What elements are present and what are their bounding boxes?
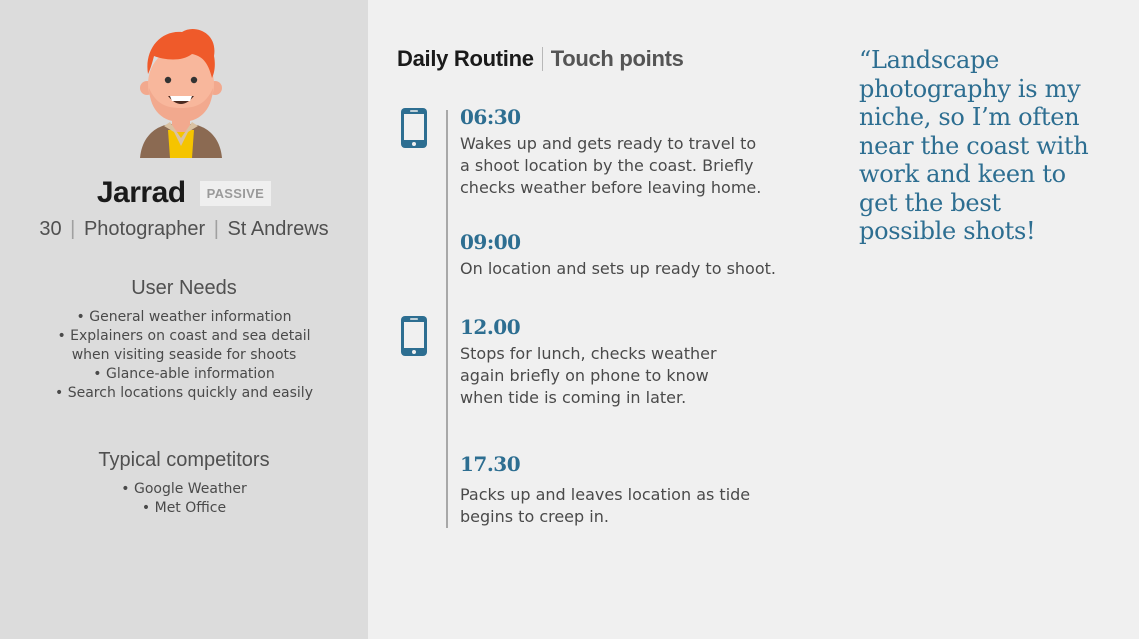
entry-text: Stops for lunch, checks weather again briefly on phone to know when tide is coming in later. xyxy=(460,344,717,407)
routine-heading xyxy=(397,46,684,72)
list-item: • Glance-able information xyxy=(50,365,318,384)
mobile-phone-icon xyxy=(400,107,428,149)
meta-separator: | xyxy=(213,218,219,240)
list-item: • Search locations quickly and easily xyxy=(50,384,318,403)
entry-time: 06:30 xyxy=(460,105,521,129)
mobile-phone-icon xyxy=(400,315,428,357)
entry-text: On location and sets up ready to shoot. xyxy=(460,259,776,278)
meta-separator: | xyxy=(70,218,76,240)
list-item: • Google Weather xyxy=(50,480,318,499)
persona-meta xyxy=(0,218,368,241)
list-item: • Explainers on coast and sea detail when visiting seaside for shoots xyxy=(50,327,318,365)
entry-time: 09:00 xyxy=(460,230,521,254)
entry-text: Wakes up and gets ready to travel to a shoot location by the coast. Briefly checks weather before leaving home. xyxy=(460,134,762,197)
list-item: • Met Office xyxy=(50,499,318,518)
routine-subtitle: Touch points xyxy=(550,46,684,71)
entry-text: Packs up and leaves location as tide begins to creep in. xyxy=(460,485,751,526)
timeline-entry xyxy=(460,105,770,199)
list-item: • General weather information xyxy=(50,308,318,327)
timeline-entry xyxy=(460,452,760,528)
persona-avatar xyxy=(134,26,228,158)
entry-time: 12.00 xyxy=(460,315,521,339)
persona-location: St Andrews xyxy=(227,218,329,240)
persona-sidebar xyxy=(0,0,368,639)
timeline-entry xyxy=(460,315,720,409)
timeline-line xyxy=(446,110,448,528)
user-needs-title: User Needs xyxy=(131,277,237,299)
persona-name: Jarrad xyxy=(96,176,186,209)
persona-role: Photographer xyxy=(83,218,206,240)
competitors-title: Typical competitors xyxy=(98,449,270,471)
heading-divider xyxy=(542,47,543,71)
entry-time: 17.30 xyxy=(460,452,521,476)
persona-quote: “Landscape photography is my niche, so I’m often near the coast with work and keen to get the best possible shots! xyxy=(859,46,1089,245)
competitors-list xyxy=(50,480,318,518)
routine-title: Daily Routine xyxy=(397,46,534,71)
timeline-entry xyxy=(460,230,780,280)
persona-type-badge: PASSIVE xyxy=(200,181,272,206)
user-needs-list xyxy=(50,308,318,403)
persona-age: 30 xyxy=(39,218,62,240)
